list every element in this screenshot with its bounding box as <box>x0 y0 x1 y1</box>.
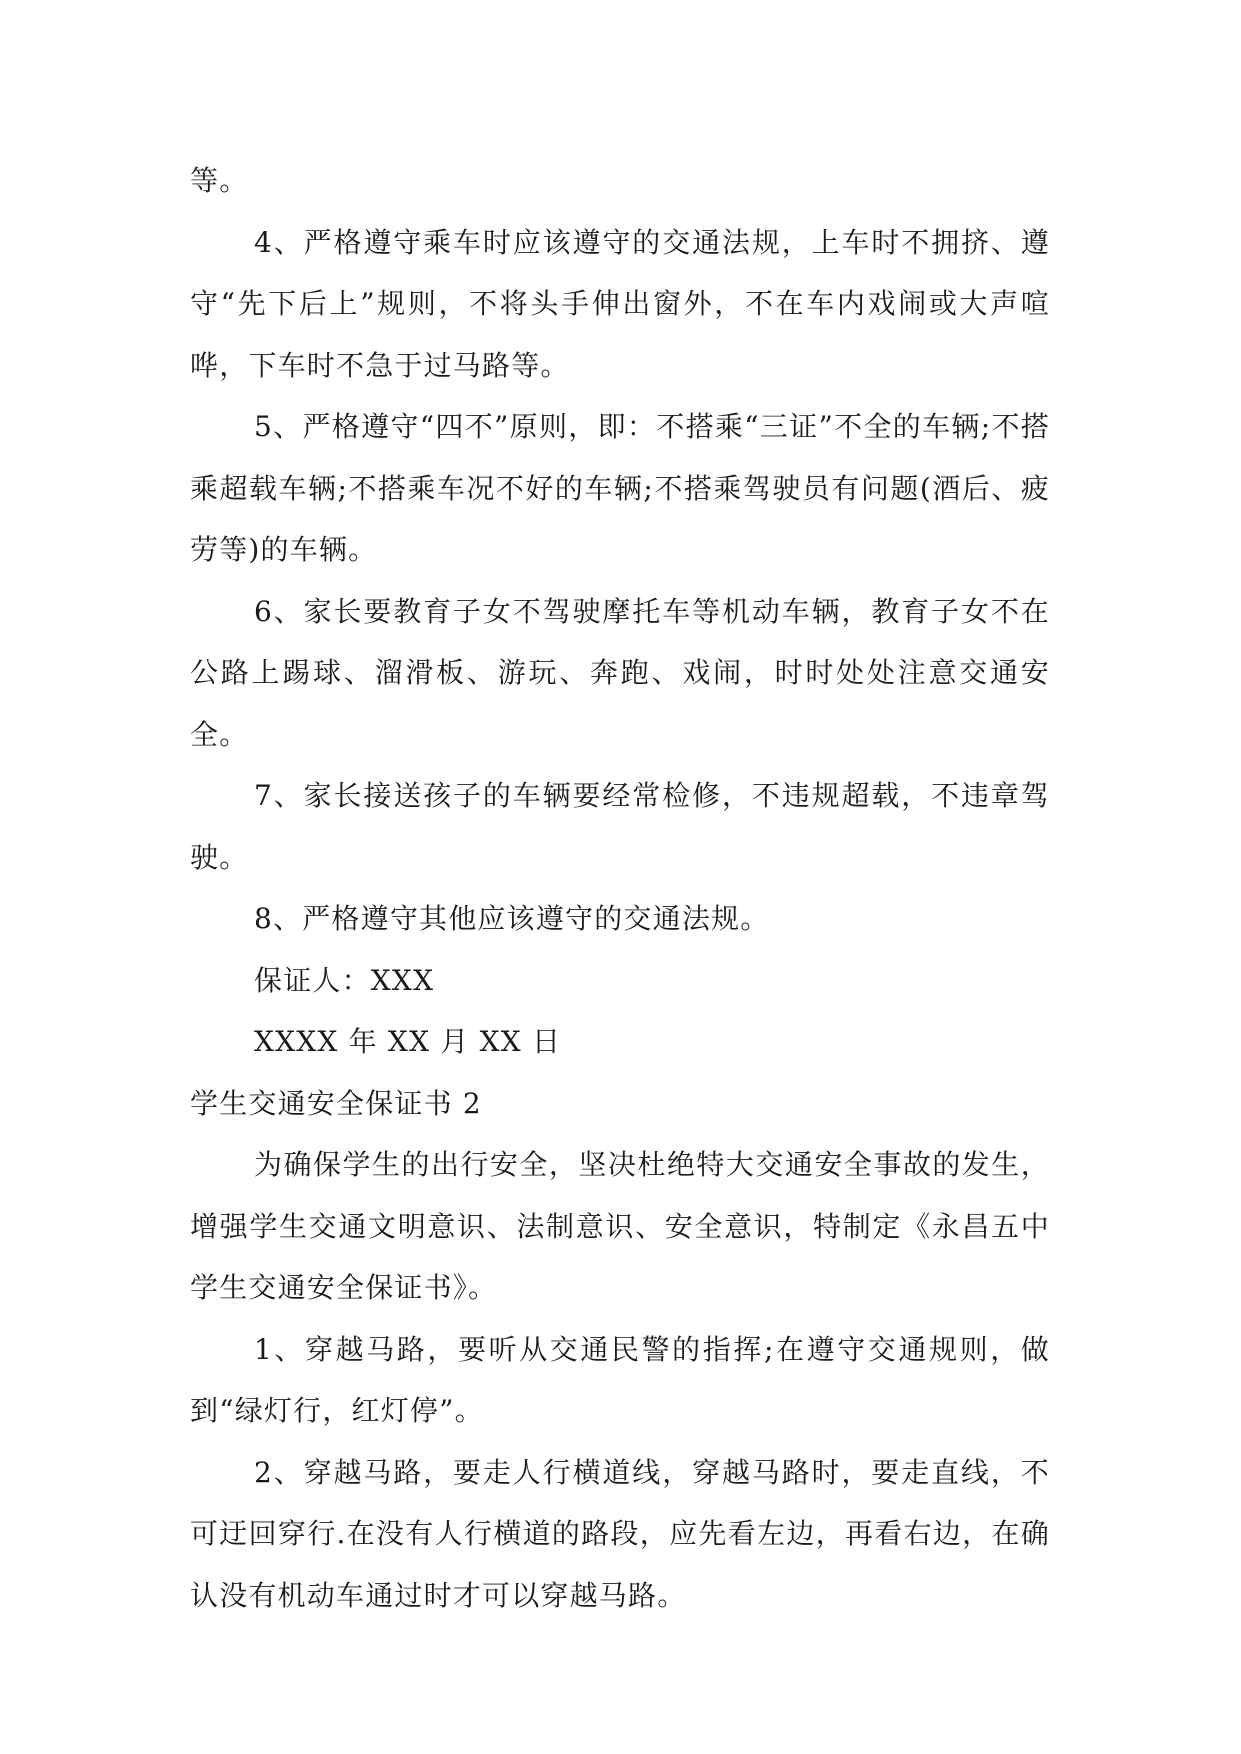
section-intro: 为确保学生的出行安全，坚决杜绝特大交通安全事故的发生，增强学生交通文明意识、法制意识、安全意识，特制定《永昌五中学生交通安全保证书》。 <box>190 1148 1050 1304</box>
rule-item-1: 1、穿越马路，要听从交通民警的指挥;在遵守交通规则，做到“绿灯行，红灯停”。 <box>190 1332 1050 1427</box>
rule-item-6: 6、家长要教育子女不驾驶摩托车等机动车辆，教育子女不在公路上踢球、溜滑板、游玩、奔跑、戏闹，时时处处注意交通安全。 <box>190 594 1050 751</box>
date-line: XXXX 年 XX 月 XX 日 <box>254 1025 562 1058</box>
document-page <box>190 150 1050 1626</box>
rule-item-8: 8、严格遵守其他应该遵守的交通法规。 <box>254 902 770 935</box>
rule-item-5: 5、严格遵守“四不”原则，即：不搭乘“三证”不全的车辆;不搭乘超载车辆;不搭乘车况不好的车辆;不搭乘驾驶员有问题(酒后、疲劳等)的车辆。 <box>190 410 1050 566</box>
rule-item-7: 7、家长接送孩子的车辆要经常检修，不违规超载，不违章驾驶。 <box>190 779 1050 874</box>
rule-item-4: 4、严格遵守乘车时应该遵守的交通法规，上车时不拥挤、遵守“先下后上”规则，不将头手伸出窗外，不在车内戏闹或大声喧哗，下车时不急于过马路等。 <box>190 225 1050 382</box>
guarantor-line: 保证人：XXX <box>254 963 435 997</box>
continuation-text: 等。 <box>190 164 249 197</box>
rule-item-2: 2、穿越马路，要走人行横道线，穿越马路时，要走直线，不可迂回穿行.在没有人行横道的路段，应先看左边，再看右边，在确认没有机动车通过时才可以穿越马路。 <box>190 1455 1050 1612</box>
section-title: 学生交通安全保证书 2 <box>190 1086 482 1120</box>
